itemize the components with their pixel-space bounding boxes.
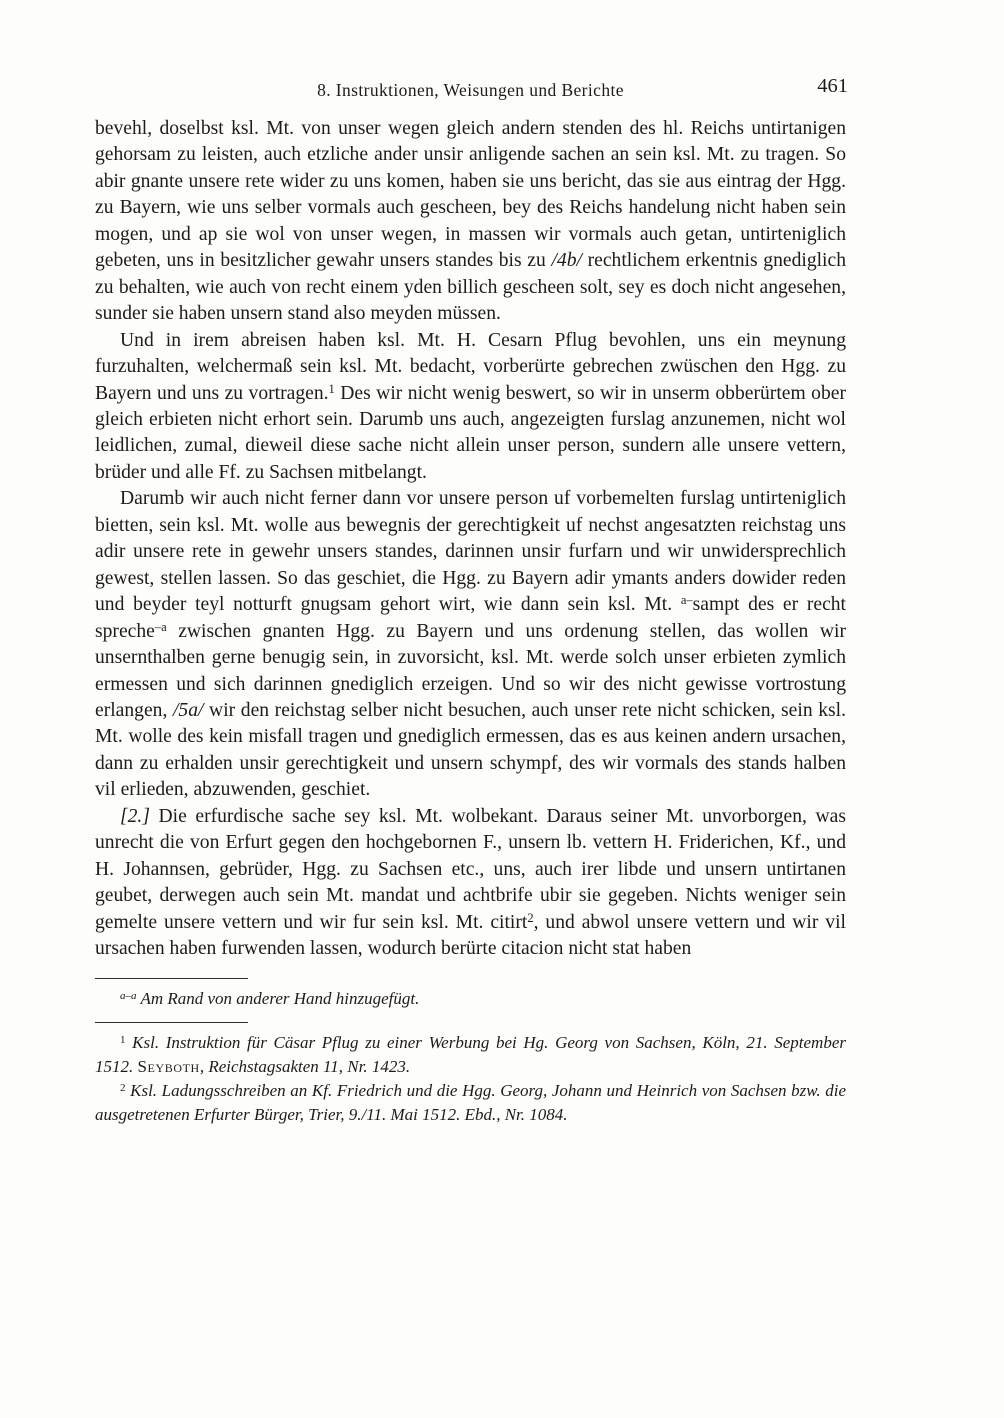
text-segment: 2 xyxy=(527,910,534,925)
apparatus-note xyxy=(95,987,846,1011)
text-segment: Am Rand von anderer Hand hinzugefügt. xyxy=(136,988,420,1008)
text-segment: wir den reichstag selber nicht besuchen, auch unser rete nicht schicken, sein ksl. Mt. wolle des kein misfall tragen und gnediglich ermessen, das es aus keinen andern ursachen, dann zu erhalden unsir gerechtigkeit und unsern schympf, des wir vormals des stands halben vil erlieden, abzuwenden, geschiet. xyxy=(95,699,846,801)
text-segment: Die erfurdische sache sey ksl. Mt. wolbekant. Daraus seiner Mt. unvorborgen, was unrecht die von Erfurt gegen den hochgebornen F., unsern lb. vettern H. Friderichen, Kf., und H. Johannsen, gebrüder, Hgg. zu Sachsen etc., uns, auch irer libde und unsern untirtanen geubet, derwegen auch sein Mt. mandat und achtbrife ubir sie gegeben. Nichts weniger sein gemelte unsere vettern und wir fur sein ksl. Mt. citirt xyxy=(95,805,846,933)
body-paragraph xyxy=(95,804,846,963)
text-segment: Darumb wir auch nicht ferner dann vor unsere person uf vorbemelten furslag untirteniglich bietten, sein ksl. Mt. wolle aus bewegnis der gerechtigkeit uf nechst angesatzten reichstag uns adir unsere rete in gewehr unsers standes, darinnen unsir furfarn und wir unwidersprechlich gewest, stellen lassen. So das geschiet, die Hgg. zu Bayern adir ymants anders dowider reden und beyder teyl notturft gnugsam gehort wirt, wie dann sein ksl. Mt. xyxy=(95,488,846,616)
footnote-separator xyxy=(95,1022,248,1023)
text-segment: Ksl. Ladungsschreiben an Kf. Friedrich und die Hgg. Georg, Johann und Heinrich von Sachsen bzw. die ausgetretenen Erfurter Bürger, Trier, 9./11. Mai 1512. Ebd., Nr. 1084. xyxy=(95,1080,846,1124)
text-segment: zwischen gnanten Hgg. zu Bayern und uns ordenung stellen, das wollen wir unsernthalben gerne benugig sein, in zuvorsicht, ksl. Mt. werde solch unser erbieten zymlich ermessen und sich darinnen gnediglich erzeigen. Und so wir des nicht gewisse vortrostung erlangen, xyxy=(95,620,846,721)
text-segment: a– xyxy=(680,593,693,608)
text-segment: , Reichstagsakten 11, Nr. 1423. xyxy=(199,1057,411,1077)
body-paragraph xyxy=(95,116,846,328)
text-segment: bevehl, doselbst ksl. Mt. von unser wegen gleich andern stenden des hl. Reichs untirtanigen gehorsam zu leisten, auch etzliche ander unsir anligende sachen an sein ksl. Mt. zu tragen. So abir gnante unsere rete wider zu uns komen, haben sie uns bericht, das sie aus eintrag der Hgg. zu Bayern, wie uns selber vormals auch gescheen, bey des Reichs handelung nicht haben sein mogen, und ap sie wol von unser wegen, in massen wir vormals auch getan, untirteniglich gebeten, uns in besitzlicher gewahr unsers standes bis zu xyxy=(95,118,846,272)
footnotes xyxy=(95,1031,846,1126)
text-segment: –a xyxy=(154,619,167,634)
text-segment: 2 xyxy=(120,1081,126,1094)
apparatus-separator xyxy=(95,978,248,979)
text-segment: /4b/ xyxy=(551,250,582,272)
text-segment: [2.] xyxy=(120,805,150,827)
text-segment: Des wir nicht wenig beswert, so wir in unserm obberürtem ober gleich erbieten nicht erhort sein. Darumb uns auch, angezeigten furslag anzunemen, nicht wol leidlichen, zumal, dieweil diese sache nicht allein unser person, sundern alle unsere vettern, brüder und alle Ff. zu Sachsen mitbelangt. xyxy=(95,382,846,483)
page-number: 461 xyxy=(817,75,848,97)
body-paragraph xyxy=(95,328,846,487)
text-segment: 1 xyxy=(120,1034,126,1047)
text-segment: Ksl. Instruktion für Cäsar Pflug zu einer Werbung bei Hg. Georg von Sachsen, Köln, 21. September 1512. xyxy=(95,1033,846,1077)
text-segment: rechtlichem erkentnis gnediglich zu behalten, wie auch von recht einem yden billich gescheen solt, sey es doch nicht angesehen, sunder sie haben unsern stand also meyden müssen. xyxy=(95,250,846,325)
body-text xyxy=(95,116,846,963)
text-segment: Und in irem abreisen haben ksl. Mt. H. Cesarn Pflug bevohlen, uns ein meynung furzuhalten, welchermaß sein ksl. Mt. bedacht, vorberürte gebrechen zwüschen den Hgg. zu Bayern und uns zu vortragen. xyxy=(95,329,846,404)
body-paragraph xyxy=(95,486,846,803)
text-segment: sampt des er recht spreche xyxy=(95,594,847,642)
critical-apparatus xyxy=(95,987,846,1011)
text-segment: a–a xyxy=(120,989,137,1002)
text-block xyxy=(95,75,848,1126)
text-segment: Seyboth xyxy=(137,1057,200,1077)
footnote-item xyxy=(95,1031,846,1079)
chapter-heading: 8. Instruktionen, Weisungen und Berichte xyxy=(317,80,624,100)
text-segment: , und abwol unsere vettern und wir vil ursachen haben furwenden lassen, wodurch berürte citacion nicht stat haben xyxy=(95,911,846,960)
running-header xyxy=(95,75,848,104)
text-segment: /5a/ xyxy=(172,699,204,721)
footnote-item xyxy=(95,1079,846,1127)
text-segment: 1 xyxy=(328,381,335,396)
